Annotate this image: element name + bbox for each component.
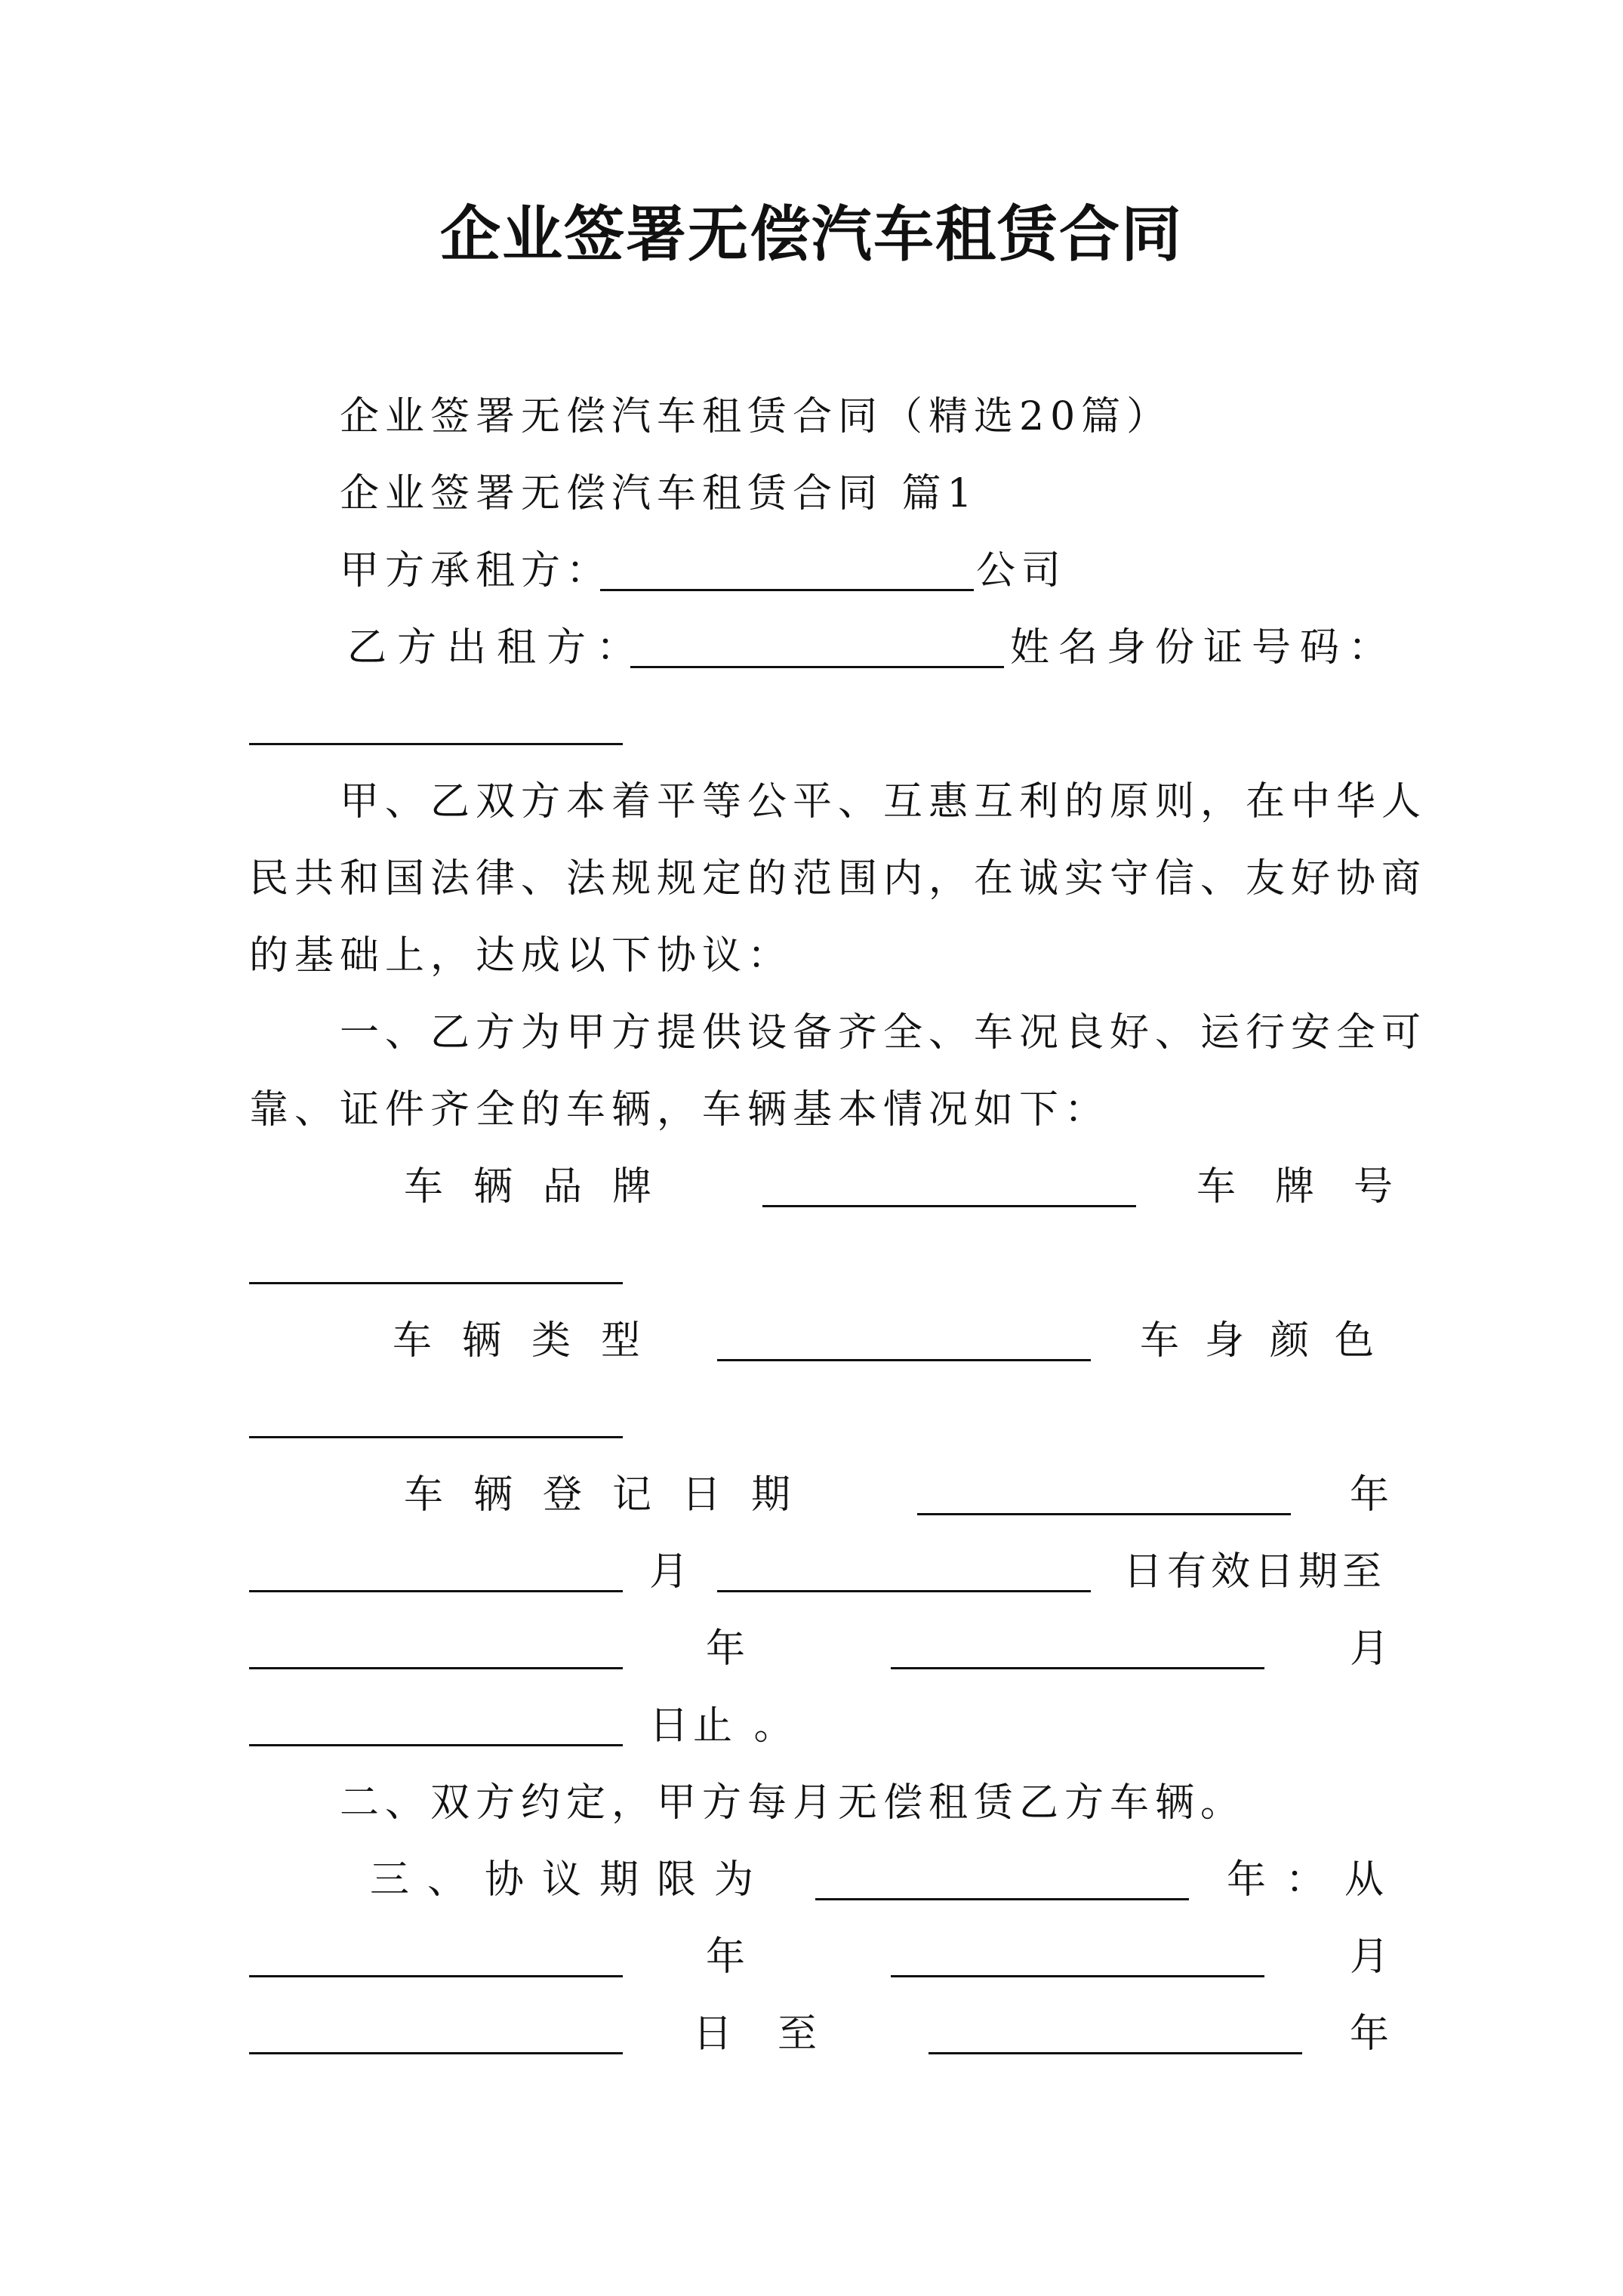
party-a-blank[interactable]: [600, 589, 974, 591]
clause-1-line-1: 一、乙方为甲方提供设备齐全、车况良好、运行安全可: [340, 1010, 1427, 1056]
to-year-text: 年: [1350, 2011, 1390, 2057]
clause-3-years-blank[interactable]: [815, 1898, 1189, 1900]
section-heading: 企业签署无偿汽车租赁合同 篇1: [340, 471, 978, 516]
from-month-text: 月: [1350, 1934, 1390, 1980]
clause-1-line-2: 靠、证件齐全的车辆，车辆基本情况如下：: [249, 1087, 1110, 1133]
day-end-text: 日止 。: [649, 1703, 798, 1749]
clause-3-label: 三、协议期限为: [370, 1857, 772, 1903]
valid-year-text: 年: [706, 1626, 746, 1672]
party-b-suffix: 姓名身份证号码：: [1010, 625, 1397, 670]
plate-label: 车牌号: [1196, 1164, 1433, 1210]
plate-blank[interactable]: [249, 1282, 623, 1284]
party-b-blank[interactable]: [630, 666, 1004, 668]
intro-line-3: 的基础上，达成以下协议：: [249, 933, 793, 978]
vehicle-type-label: 车辆类型: [393, 1318, 671, 1364]
body-color-label: 车身颜色: [1140, 1318, 1400, 1364]
to-year-blank[interactable]: [929, 2052, 1302, 2054]
register-month-text: 月: [649, 1549, 689, 1595]
vehicle-brand-blank[interactable]: [762, 1205, 1136, 1207]
valid-day-blank[interactable]: [249, 1744, 623, 1746]
intro-line-1: 甲、乙双方本着平等公平、互惠互利的原则，在中华人: [340, 779, 1427, 824]
party-a-label: 甲方承租方：: [340, 548, 612, 593]
register-year-text: 年: [1350, 1472, 1390, 1518]
id-number-blank[interactable]: [249, 743, 623, 745]
register-year-value-blank[interactable]: [249, 1590, 623, 1592]
from-year-blank[interactable]: [249, 1975, 623, 1977]
clause-2: 二、双方约定，甲方每月无偿租赁乙方车辆。: [340, 1780, 1246, 1826]
from-day-blank[interactable]: [249, 2052, 623, 2054]
day-to-text: 日至: [693, 2011, 863, 2057]
body-color-blank[interactable]: [249, 1436, 623, 1438]
valid-month-blank[interactable]: [891, 1667, 1264, 1669]
clause-3-year-from: 年：从: [1227, 1857, 1404, 1903]
party-a-suffix: 公司: [976, 548, 1067, 593]
from-month-blank[interactable]: [891, 1975, 1264, 1977]
register-month-value-blank[interactable]: [717, 1590, 1091, 1592]
vehicle-type-blank[interactable]: [717, 1359, 1091, 1361]
valid-year-blank[interactable]: [249, 1667, 623, 1669]
register-year-blank[interactable]: [917, 1513, 1291, 1515]
register-date-label: 车辆登记日期: [404, 1472, 821, 1518]
document-subtitle: 企业签署无偿汽车租赁合同（精选20篇）: [340, 394, 1172, 439]
intro-line-2: 民共和国法律、法规规定的范围内，在诚实守信、友好协商: [249, 856, 1427, 901]
document-title: 企业签署无偿汽车租赁合同: [440, 199, 1183, 270]
party-b-label: 乙方出租方：: [347, 625, 647, 670]
valid-until-text: 日有效日期至: [1123, 1549, 1387, 1595]
valid-month-text: 月: [1350, 1626, 1390, 1672]
vehicle-brand-label: 车辆品牌: [404, 1164, 682, 1210]
from-year-text: 年: [706, 1934, 746, 1980]
